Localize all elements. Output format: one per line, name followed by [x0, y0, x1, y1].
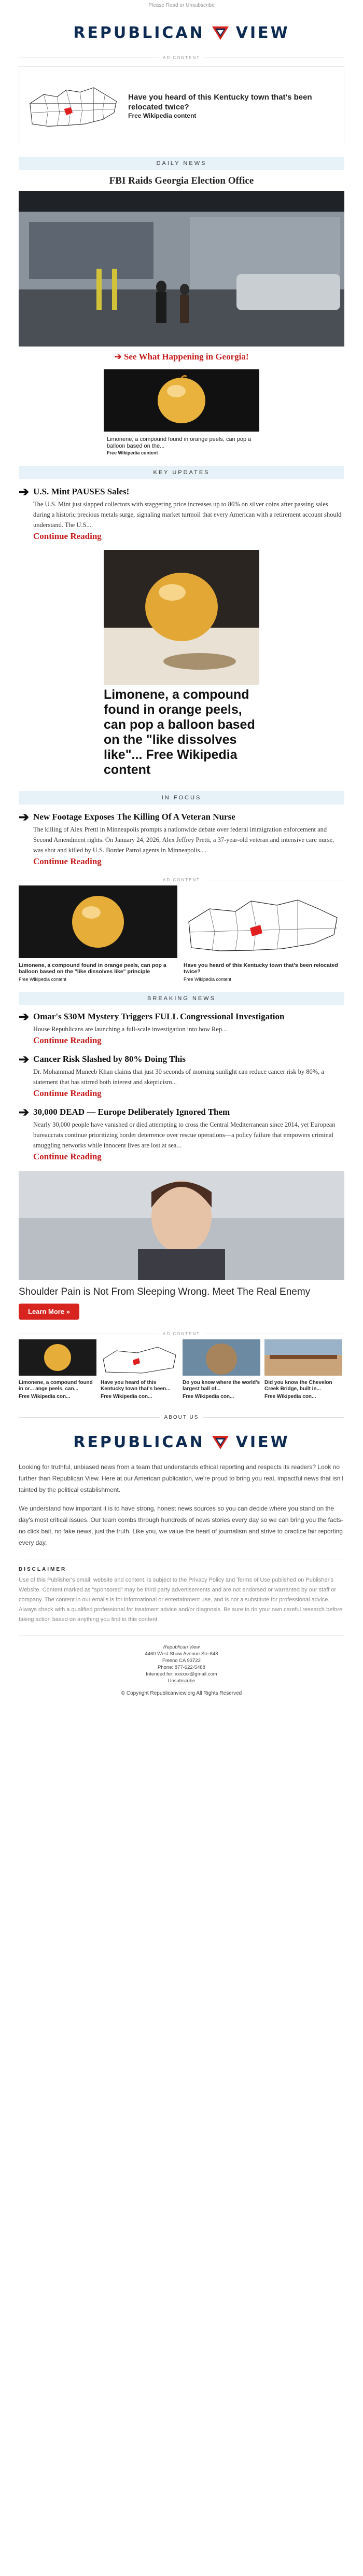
article-body: The U.S. Mint just slapped collectors with staggering price increases up to 86% on silver coins after passing sales during a historic precious metals surge, signaling market turmoil that every American with a retirement account should understand. The U.S.... — [33, 501, 342, 529]
lemon-thumb-image — [19, 1339, 96, 1376]
quad-ad-source: Free Wikipedia con... — [264, 1394, 316, 1400]
continue-reading-link[interactable]: Continue Reading — [33, 856, 102, 866]
pair-ad-source: Free Wikipedia content — [19, 977, 67, 982]
pair-ad-source: Free Wikipedia content — [184, 977, 232, 982]
pair-ad-lemon[interactable] — [19, 885, 179, 982]
article-title[interactable]: Cancer Risk Slashed by 80% Doing This — [33, 1054, 186, 1064]
quad-ad-title: Have you heard of this Kentucky town that's been... — [101, 1380, 171, 1392]
arrow-icon: ➔ — [19, 1105, 30, 1119]
raid-scene-image — [19, 191, 344, 347]
brand-name-left: REPUBLICAN — [73, 23, 205, 42]
quad-ad-source: Free Wikipedia con... — [101, 1394, 152, 1400]
daily-headline[interactable]: FBI Raids Georgia Election Office — [109, 175, 254, 186]
quad-ad-title: Did you know the Chevelon Creek Bridge, built in... — [264, 1380, 332, 1392]
woman-portrait-image — [19, 1171, 344, 1280]
kentucky-thumb-image — [101, 1339, 178, 1376]
footer-address — [0, 1644, 363, 1684]
footer-phone: Phone: 877-622-5488 — [158, 1665, 205, 1670]
quad-ad-row — [19, 1339, 344, 1400]
lemon-balloon-large-image — [104, 550, 259, 685]
quad-ad-title: Do you know where the world's largest ball of... — [183, 1380, 260, 1392]
section-in-focus: IN FOCUS — [19, 791, 344, 805]
learn-more-button[interactable]: Learn More » — [19, 1304, 79, 1320]
quad-ad-bridge[interactable] — [264, 1339, 342, 1400]
brand-eagle-icon — [210, 1432, 231, 1452]
article-body: House Republicans are launching a full-scale investigation into how Rep... — [33, 1026, 227, 1033]
quad-ad-kentucky[interactable] — [101, 1339, 178, 1400]
article-title[interactable]: U.S. Mint PAUSES Sales! — [33, 487, 130, 496]
lemon-balloon-image — [19, 885, 177, 958]
lemon-big-ad[interactable] — [104, 550, 259, 778]
kentucky-ad-source: Free Wikipedia content — [128, 112, 197, 119]
pair-ad-row — [19, 885, 344, 982]
arrow-icon: ➔ — [19, 1052, 30, 1067]
article-body: Nearly 30,000 people have vanished or died attempting to cross the Central Mediterranean since 2014, yet European bureaucrats continue prioritizing border deterrence over rescue operations—a policy failure that empowers criminal smuggling networks while innocent lives are lost at sea... — [33, 1121, 336, 1149]
ad-label: AD CONTENT — [19, 1328, 344, 1339]
brand-name-left: REPUBLICAN — [73, 1433, 205, 1451]
about-paragraph-2: We understand how important it is to have strong, honest news sources so you can decide where you stand on the day's most critical issues. Our team combs through hundreds of news stories every day so we can bring you the facts-no click bait, no fake news, just the truth. Like you, we value the heart of journalism and strive to practice fair reporting every day. — [19, 1505, 343, 1546]
daily-cta-link[interactable]: ➔ See What Happening in Georgia! — [114, 352, 249, 362]
lemon-small-source: Free Wikipedia content — [107, 450, 158, 455]
footer-email: Intended for: xxxxxx@gmail.com — [146, 1671, 217, 1677]
article-mint[interactable] — [19, 487, 344, 542]
quad-ad-source: Free Wikipedia con... — [19, 1394, 71, 1400]
footer-company: Republican View — [163, 1644, 200, 1650]
ad-label: AD CONTENT — [19, 874, 344, 885]
kentucky-map-image — [25, 72, 121, 140]
article-title[interactable]: 30,000 DEAD — Europe Deliberately Ignored Them — [33, 1107, 230, 1117]
kentucky-ad[interactable] — [19, 66, 344, 145]
continue-reading-link[interactable]: Continue Reading — [33, 1152, 102, 1161]
shoulder-ad[interactable] — [19, 1171, 344, 1320]
arrow-icon: ➔ — [19, 485, 30, 499]
footer-copyright: © Copyright Republicanview.org All Rights Reserved — [121, 1691, 242, 1696]
pair-ad-title: Have you heard of this Kentucky town that's been relocated twice? — [184, 962, 338, 975]
kentucky-ad-title: Have you heard of this Kentucky town that's been relocated twice? — [128, 93, 312, 112]
brand-logo[interactable] — [0, 13, 363, 52]
disclaimer-text: Use of this Publisher's email, website and content, is subject to the Privacy Policy and Terms of Use published on Publisher's Website. Content marked as "sponsored" may be third party advertisements and are not endorsed or warranted by our staff or company. The content in our emails is for informational or entertainment use, and is not a substitute for professional advice. Always check with a qualified professional for treatment advice and/or diagnosis. Be sure to do your own careful research before taking action based on anything you find in this content — [19, 1577, 343, 1623]
ball-thumb-image — [183, 1339, 260, 1376]
pair-ad-title: Limonene, a compound found in orange peels, can pop a balloon based on the "like dissolves like" principle — [19, 962, 166, 975]
shoulder-ad-title: Shoulder Pain is Not From Sleeping Wrong. Meet The Real Enemy — [19, 1286, 311, 1297]
lemon-small-title: Limonene, a compound found in orange peels, can pop a balloon based on the... — [107, 436, 252, 449]
article-cancer[interactable] — [19, 1054, 344, 1099]
brand-name-right: VIEW — [235, 23, 290, 42]
article-body: Dr. Mohammad Muneeb Khan claims that just 30 seconds of morning sunlight can reduce cancer risk by 80%, a statement that has stirred both interest and skepticism... — [33, 1068, 324, 1086]
lemon-small-ad[interactable] — [104, 369, 259, 459]
arrow-icon: ➔ — [19, 1010, 30, 1024]
unsubscribe-link[interactable]: Unsubscribe — [167, 1678, 196, 1684]
article-omar[interactable] — [19, 1012, 344, 1046]
brand-eagle-icon — [210, 22, 231, 43]
arrow-icon: ➔ — [19, 810, 30, 824]
brand-name-right: VIEW — [235, 1433, 290, 1451]
preheader-link[interactable]: Please Read or Unsubscribe — [148, 3, 215, 8]
quad-ad-title: Limonene, a compound found in or... ange peels, can... — [19, 1380, 93, 1392]
about-paragraph-1: Looking for truthful, unbiased news from a team that understands ethical reporting and respects its readers? Look no further than Republican View. Here at our American publication, we're proud to bring you real, impactful news that isn't tainted by the political establishment. — [19, 1463, 344, 1493]
footer-city: Fresno CA 93722 — [162, 1658, 201, 1664]
bridge-thumb-image — [264, 1339, 342, 1376]
article-title[interactable]: Omar's $30M Mystery Triggers FULL Congressional Investigation — [33, 1012, 285, 1021]
continue-reading-link[interactable]: Continue Reading — [33, 531, 102, 541]
section-about-us: ABOUT US — [19, 1411, 344, 1423]
article-europe[interactable] — [19, 1107, 344, 1162]
section-key-updates: KEY UPDATES — [19, 466, 344, 479]
lemon-big-title: Limonene, a compound found in orange peels, can pop a balloon based on the "like dissolves like"... Free Wikipedia content — [104, 687, 255, 777]
fbi-raid-photo[interactable] — [19, 191, 344, 347]
footer-street: 4460 West Shaw Avenue Ste 648 — [145, 1651, 218, 1657]
article-title[interactable]: New Footage Exposes The Killing Of A Veteran Nurse — [33, 812, 235, 822]
brand-logo-footer[interactable] — [0, 1423, 363, 1461]
article-nurse[interactable] — [19, 812, 344, 867]
lemon-balloon-image — [104, 369, 259, 432]
disclaimer-title: DISCLAIMER — [19, 1567, 67, 1572]
continue-reading-link[interactable]: Continue Reading — [33, 1088, 102, 1098]
quad-ad-ball[interactable] — [183, 1339, 260, 1400]
quad-ad-lemon[interactable] — [19, 1339, 96, 1400]
pair-ad-kentucky[interactable] — [184, 885, 344, 982]
continue-reading-link[interactable]: Continue Reading — [33, 1035, 102, 1045]
section-breaking-news: BREAKING NEWS — [19, 992, 344, 1005]
quad-ad-source: Free Wikipedia con... — [183, 1394, 234, 1400]
ad-label: AD CONTENT — [19, 52, 344, 63]
lemon-small-caption — [104, 434, 259, 459]
section-daily-news: DAILY NEWS — [19, 157, 344, 170]
kentucky-map-image — [184, 885, 342, 958]
article-body: The killing of Alex Pretti in Minneapolis prompts a nationwide debate over federal immigration enforcement and Second Amendment rights. On January 24, 2026, Alex Jeffrey Pretti, a 37-year-old veteran and intensive care nurse, was shot and killed by U.S. Border Patrol agents in Minneapolis.... — [33, 826, 334, 854]
